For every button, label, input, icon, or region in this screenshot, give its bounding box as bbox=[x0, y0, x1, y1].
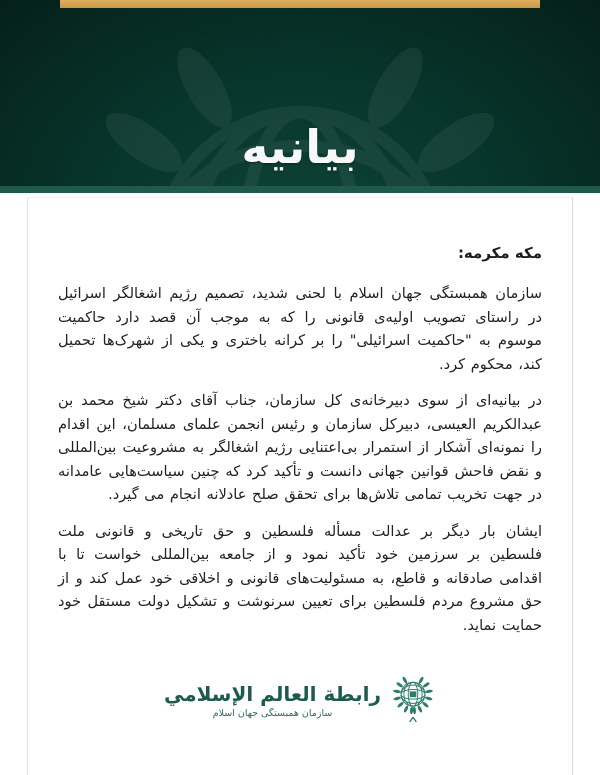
header-banner bbox=[0, 0, 600, 186]
organization-logo bbox=[58, 675, 542, 725]
page-title: بيانيه bbox=[241, 120, 359, 174]
org-name-persian: سازمان همبستگی جهان اسلام bbox=[212, 707, 333, 719]
greeting-line: مکه مکرمه: bbox=[457, 244, 542, 262]
gold-accent-bar bbox=[60, 0, 540, 8]
org-name-arabic: رابطة العالم الإسلامي bbox=[164, 681, 381, 706]
globe-laurel-wreath-icon bbox=[390, 675, 436, 725]
statement-paragraph-2: در بیانیه‌ای از سوی دبیرخانه‌ی کل سازمان، جناب آقای دکتر شیخ محمد بن عبدالکریم العیسی، دبیرکل سازمان و رئیس انجمن علمای مسلمان، این اقدام را نمونه‌ای آشکار از استمرار بی‌اعتنایی رژیم اشغالگر به مشروعیت بین‌المللی و نقض فاحش قوانین جهانی دانست و تأکید کرد که چنین سیاست‌هایی عامدانه در جهت تخریب تمامی تلاش‌ها برای تحقق صلح عادلانه انجام می گیرد. bbox=[58, 392, 542, 503]
statement-paragraph-1: سازمان همبستگی جهان اسلام با لحنی شدید، تصمیم رژیم اشغالگر اسرائیل در راستای تصویب اولیه‌ی قانونی را که به موجب آن قصد دارد حاکمیت موسوم به "حاکمیت اسرائیلی" را بر کرانه باختری و یکی از شهرک‌ها تحمیل کند، محکوم کرد. bbox=[58, 285, 542, 373]
statement-paragraph-3: ایشان بار دیگر بر عدالت مسأله فلسطین و حق تاریخی و قانونی ملت فلسطین بر سرزمین خود تأکید نمود و از جامعه بین‌المللی خواست تا با اقدامی صادقانه و قاطع، به مسئولیت‌های قانونی و اخلاقی خود عمل کند و از حق مشروع مردم فلسطین برای تعیین سرنوشت و تشکیل دولت مستقل خود حمایت نماید. bbox=[58, 522, 542, 634]
teal-divider-band bbox=[0, 186, 600, 193]
statement-card bbox=[27, 197, 573, 775]
organization-name bbox=[164, 682, 381, 719]
